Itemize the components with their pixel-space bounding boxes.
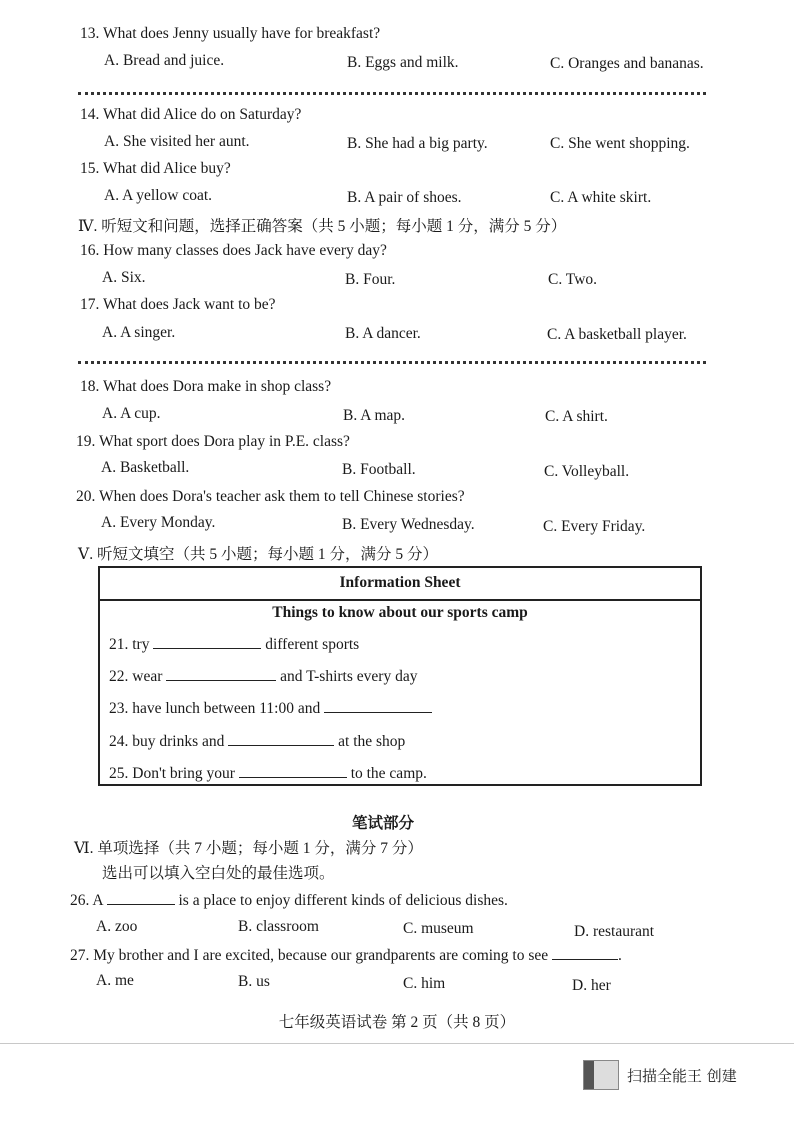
q27-option-b: B. us	[238, 973, 270, 990]
q14-option-b: B. She had a big party.	[347, 135, 488, 152]
q19-option-a: A. Basketball.	[101, 459, 190, 476]
q27-option-d: D. her	[572, 977, 611, 994]
q19-option-c: C. Volleyball.	[544, 463, 630, 480]
dotted-divider	[78, 361, 706, 364]
sheet-row-24	[109, 731, 405, 751]
q27-option-a: A. me	[96, 972, 134, 989]
q16-stem: 16. How many classes does Jack have every day?	[80, 242, 387, 259]
written-part-heading: 笔试部分	[352, 815, 415, 832]
q20-stem: 20. When does Dora's teacher ask them to tell Chinese stories?	[76, 488, 465, 505]
q13-option-a: A. Bread and juice.	[104, 52, 225, 69]
q20-option-a: A. Every Monday.	[101, 514, 216, 531]
q27-option-c: C. him	[403, 975, 446, 992]
q17-stem: 17. What does Jack want to be?	[80, 296, 276, 313]
sheet-row-text: 25. Don't bring your	[109, 765, 235, 782]
q18-option-a: A. A cup.	[102, 405, 161, 422]
page-footer: 七年级英语试卷 第 2 页（共 8 页）	[278, 1014, 516, 1031]
information-sheet-subtitle: Things to know about our sports camp	[272, 604, 528, 621]
q20-option-c: C. Every Friday.	[543, 518, 646, 535]
scanner-watermark-text: 扫描全能王 创建	[627, 1066, 737, 1085]
q14-option-a: A. She visited her aunt.	[104, 133, 250, 150]
q26-stem-text: is a place to enjoy different kinds of delicious dishes.	[178, 892, 508, 909]
section-5-title: Ⅴ. 听短文填空（共 5 小题；每小题 1 分，满分 5 分）	[78, 546, 438, 563]
section-6-instruction: 选出可以填入空白处的最佳选项。	[102, 865, 335, 882]
sheet-row-text: 23. have lunch between 11:00 and	[109, 700, 321, 717]
sheet-row-21	[109, 634, 359, 654]
q26-option-c: C. museum	[403, 920, 474, 937]
answer-blank[interactable]	[107, 890, 175, 905]
answer-blank[interactable]	[239, 763, 347, 778]
sheet-row-text: different sports	[265, 636, 360, 653]
answer-blank[interactable]	[552, 945, 618, 960]
answer-blank[interactable]	[153, 634, 261, 649]
q14-option-c: C. She went shopping.	[550, 135, 690, 152]
sheet-row-text: to the camp.	[350, 765, 427, 782]
q18-option-b: B. A map.	[343, 407, 406, 424]
q18-stem: 18. What does Dora make in shop class?	[80, 378, 332, 395]
q26-option-b: B. classroom	[238, 918, 319, 935]
q16-option-a: A. Six.	[102, 269, 146, 286]
sheet-row-text: 22. wear	[109, 668, 163, 685]
section-4-title: Ⅳ. 听短文和问题，选择正确答案（共 5 小题；每小题 1 分，满分 5 分）	[78, 218, 567, 235]
sheet-row-text: and T-shirts every day	[280, 668, 418, 685]
q26-option-d: D. restaurant	[574, 923, 655, 940]
q26-stem	[70, 890, 508, 910]
q15-stem: 15. What did Alice buy?	[80, 160, 231, 177]
q13-option-c: C. Oranges and bananas.	[550, 55, 704, 72]
q16-option-b: B. Four.	[345, 271, 396, 288]
dotted-divider	[78, 92, 706, 95]
sheet-row-text: 24. buy drinks and	[109, 733, 225, 750]
q26-option-a: A. zoo	[96, 918, 138, 935]
page-bottom-divider	[0, 1043, 794, 1044]
q27-stem	[70, 945, 622, 965]
q15-option-c: C. A white skirt.	[550, 189, 652, 206]
q15-option-b: B. A pair of shoes.	[347, 189, 462, 206]
scanner-watermark	[583, 1060, 737, 1090]
q16-option-c: C. Two.	[548, 271, 598, 288]
sheet-row-text: at the shop	[338, 733, 406, 750]
q18-option-c: C. A shirt.	[545, 408, 608, 425]
q26-stem-text: 26. A	[70, 892, 103, 909]
q27-stem-text: 27. My brother and I are excited, because our grandparents are coming to see	[70, 947, 549, 964]
q13-stem: 13. What does Jenny usually have for breakfast?	[80, 25, 381, 42]
sheet-row-25	[109, 763, 427, 783]
sheet-row-23	[109, 698, 432, 718]
q17-option-c: C. A basketball player.	[547, 326, 687, 343]
sheet-row-22	[109, 666, 417, 686]
information-sheet-table	[98, 566, 702, 786]
q19-stem: 19. What sport does Dora play in P.E. class?	[76, 433, 350, 450]
q17-option-b: B. A dancer.	[345, 325, 421, 342]
q14-stem: 14. What did Alice do on Saturday?	[80, 106, 302, 123]
information-sheet-title: Information Sheet	[100, 568, 700, 601]
q19-option-b: B. Football.	[342, 461, 416, 478]
section-6-title: Ⅵ. 单项选择（共 7 小题；每小题 1 分，满分 7 分）	[74, 840, 423, 857]
sheet-row-text: 21. try	[109, 636, 150, 653]
q15-option-a: A. A yellow coat.	[104, 187, 213, 204]
answer-blank[interactable]	[228, 731, 334, 746]
answer-blank[interactable]	[324, 698, 432, 713]
q20-option-b: B. Every Wednesday.	[342, 516, 475, 533]
q27-stem-text: .	[618, 947, 622, 964]
q13-option-b: B. Eggs and milk.	[347, 54, 459, 71]
q17-option-a: A. A singer.	[102, 324, 176, 341]
answer-blank[interactable]	[166, 666, 276, 681]
scanner-logo-icon	[583, 1060, 619, 1090]
